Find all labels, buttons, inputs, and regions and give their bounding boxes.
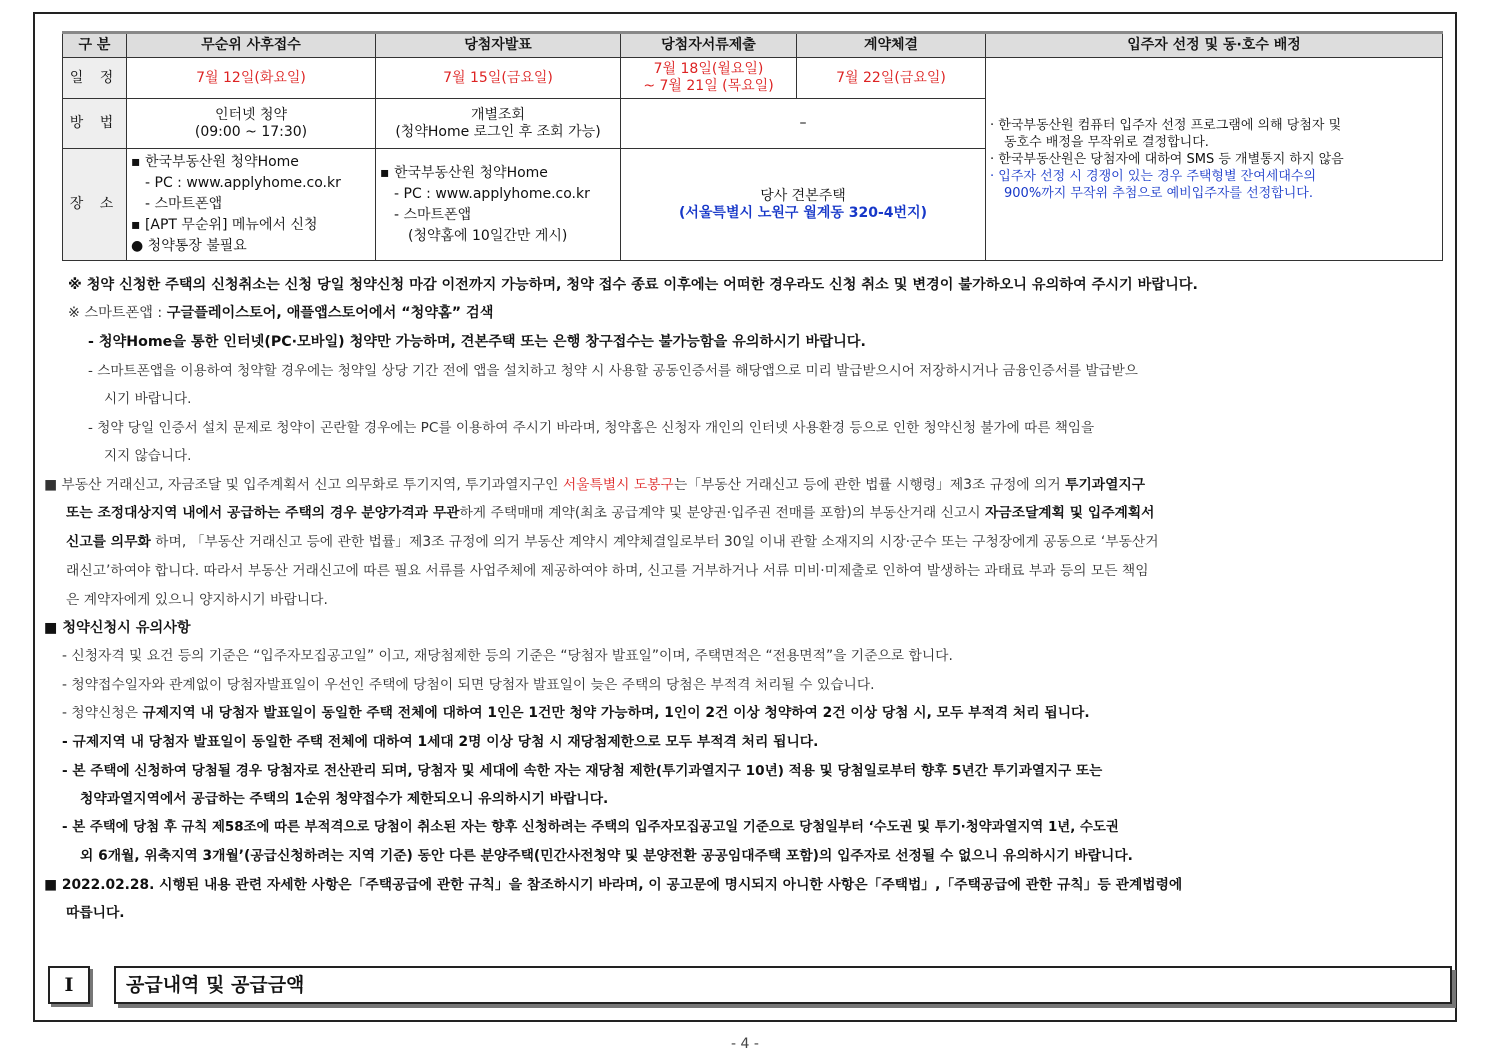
place-announce-1: ▪ 한국부동산원 청약Home xyxy=(380,164,548,181)
caution-3b: 규제지역 내 당첨자 발표일이 동일한 주택 전체에 대하여 1인은 1건만 청약 가능하며, 1인이 2건 이상 청약하여 2건 이상 당첨 시, 모두 부적격 처리 됩니다. xyxy=(142,705,1090,721)
schedule-row xyxy=(63,58,1443,99)
place-announce-3: - 스마트폰앱 xyxy=(394,206,472,223)
realestate-l2-bold: 또는 조정대상지역 내에서 공급하는 주택의 경우 분양가격과 무관 xyxy=(66,505,460,521)
header-documents: 당첨자서류제출 xyxy=(621,33,797,58)
notice-cert-2: 지지 않습니다. xyxy=(104,448,192,464)
selection-note-3: · 입주자 선정 시 경쟁이 있는 경우 주택형별 잔여세대수의 xyxy=(990,168,1317,184)
caution-3 xyxy=(62,702,1090,724)
place-announce-2: - PC : www.applyhome.co.kr xyxy=(394,185,590,202)
realestate-l3a: 하며, 「부동산 거래신고 등에 관한 법률」제3조 규정에 의거 부동산 계약시 계약체결일로부터 30일 이내 관할 소재지의 시장·군수 또는 구청장에게 공동으로 ‘부동산거 xyxy=(150,534,1159,550)
selection-note-3b: 900%까지 무작위 추첨으로 예비입주자를 선정합니다. xyxy=(1004,185,1313,201)
schedule-label: 일 정 xyxy=(63,58,127,99)
caution-5a: - 본 주택에 신청하여 당첨될 경우 당첨자로 전산관리 되며, 당첨자 및 세대에 속한 자는 재당첨 제한(투기과열지구 10년) 적용 및 당첨일로부터 향후 5년간 투기과열지구 또는 xyxy=(62,763,1103,779)
selection-notes xyxy=(986,58,1443,261)
place-apply-1: ▪ 한국부동산원 청약Home xyxy=(131,154,299,170)
selection-note-1: · 한국부동산원 컴퓨터 입주자 선정 프로그램에 의해 당첨자 및 xyxy=(990,117,1342,133)
notice-app xyxy=(68,302,493,324)
notice-app-bold: 구글플레이스토어, 애플앱스토어에서 “청약홈” 검색 xyxy=(166,305,494,321)
section-title: 공급내역 및 공급금액 xyxy=(114,966,1452,1004)
schedule-application: 7월 12일(화요일) xyxy=(127,58,376,99)
header-application: 무순위 사후접수 xyxy=(127,33,376,58)
table-header-row xyxy=(63,33,1443,58)
realestate-l1a: ■ 부동산 거래신고, 자금조달 및 입주계획서 신고 의무화로 투기지역, 투기과열지구인 xyxy=(44,477,563,493)
method-online xyxy=(127,99,376,149)
place-apply-5: ● 청약통장 불필요 xyxy=(131,238,247,254)
notice-smartphone-2: 시기 바랍니다. xyxy=(104,391,192,407)
section-number: I xyxy=(48,966,90,1004)
method-online-1: 인터넷 청약 xyxy=(214,106,288,123)
place-apply-4: ▪ [APT 무순위] 메뉴에서 신청 xyxy=(131,217,318,233)
place-announce xyxy=(376,149,621,261)
realestate-line-5: 은 계약자에게 있으니 양지하시기 바랍니다. xyxy=(66,592,328,608)
realestate-line-4: 래신고’하여야 합니다. 따라서 부동산 거래신고에 따른 필요 서류를 사업주체에 제공하여야 하며, 신고를 거부하거나 서류 미비·미제출로 인하여 발생하는 과태료 부과 등의 모든 책임 xyxy=(66,563,1149,579)
header-announcement: 당첨자발표 xyxy=(376,33,621,58)
caution-6a: - 본 주택에 당첨 후 규칙 제58조에 따른 부적격으로 당첨이 취소된 자는 향후 신청하려는 주택의 입주자모집공고일 기준으로 당첨일부터 ‘수도권 및 투기·청약과열지역 1년, 수도권 xyxy=(62,820,1119,835)
schedule-contract: 7월 22일(금요일) xyxy=(797,58,986,99)
rule-line-1: ■ 2022.02.28. 시행된 내용 관련 자세한 사항은「주택공급에 관한 규칙」을 참조하시기 바라며, 이 공고문에 명시되지 아니한 사항은「주택법」,「주택공급에 관한 규칙」등 관계법령에 xyxy=(44,877,1183,893)
place-office xyxy=(621,149,986,261)
schedule-table xyxy=(62,31,1443,261)
header-selection: 입주자 선정 및 동·호수 배정 xyxy=(986,33,1443,58)
caution-4: - 규제지역 내 당첨자 발표일이 동일한 주택 전체에 대하여 1세대 2명 이상 당첨 시 재당첨제한으로 모두 부적격 처리 됩니다. xyxy=(62,734,819,750)
place-apply-2: - PC : www.applyhome.co.kr xyxy=(145,175,341,191)
schedule-documents-end: ~ 7월 21일 (목요일) xyxy=(643,78,774,94)
method-online-2: (09:00 ~ 17:30) xyxy=(194,123,308,140)
caution-1: - 신청자격 및 요건 등의 기준은 “입주자모집공고일” 이고, 재당첨제한 등의 기준은 “당첨자 발표일”이며, 주택면적은 “전용면적”을 기준으로 합니다. xyxy=(62,648,953,664)
method-dash: – xyxy=(621,99,986,149)
realestate-line-2 xyxy=(66,502,1155,524)
realestate-l1b: 는「부동산 거래신고 등에 관한 법률 시행령」제3조 규정에 의거 xyxy=(673,477,1066,493)
schedule-documents-start: 7월 18일(월요일) xyxy=(653,61,764,77)
caution-6b: 외 6개월, 위축지역 3개월’(공급신청하려는 지역 기준) 동안 다른 분양주택(민간사전청약 및 분양전환 공공임대주택 포함)의 입주자로 선정될 수 없으니 유의하시기 바랍니다. xyxy=(80,848,1133,864)
notice-cancel: ※ 청약 신청한 주택의 신청취소는 신청 당일 청약신청 마감 이전까지 가능하며, 청약 접수 종료 이후에는 어떠한 경우라도 신청 취소 및 변경이 불가하오니 유의하여 주시기 바랍니다. xyxy=(68,277,1198,293)
method-label: 방 법 xyxy=(63,99,127,149)
schedule-documents xyxy=(621,58,797,99)
header-contract: 계약체결 xyxy=(797,33,986,58)
method-individual-1: 개별조회 xyxy=(470,106,526,123)
caution-2: - 청약접수일자와 관계없이 당첨자발표일이 우선인 주택에 당첨이 되면 당첨자 발표일이 늦은 주택의 당첨은 부적격 처리될 수 있습니다. xyxy=(62,677,875,693)
place-office-address: (서울특별시 노원구 월계동 320-4번지) xyxy=(678,204,927,221)
realestate-l1-bold: 투기과열지구 xyxy=(1065,477,1146,493)
realestate-line-3 xyxy=(66,531,1159,553)
realestate-line-1 xyxy=(44,474,1145,496)
rule-line-2: 따릅니다. xyxy=(66,905,125,921)
place-label: 장 소 xyxy=(63,149,127,261)
realestate-l1-red: 서울특별시 도봉구 xyxy=(562,477,674,493)
realestate-l3-bold: 신고를 의무화 xyxy=(66,534,151,550)
selection-note-2: · 한국부동산원은 당첨자에 대하여 SMS 등 개별통지 하지 않음 xyxy=(990,151,1344,167)
place-announce-4: (청약홈에 10일간만 게시) xyxy=(408,227,568,244)
method-individual xyxy=(376,99,621,149)
notice-app-prefix: ※ 스마트폰앱 : xyxy=(68,305,167,321)
place-office-name: 당사 견본주택 xyxy=(760,187,846,204)
notice-cert-1: - 청약 당일 인증서 설치 문제로 청약이 곤란할 경우에는 PC를 이용하여 주시기 바라며, 청약홈은 신청자 개인의 인터넷 사용환경 등으로 인한 청약신청 불가에 따른 책임을 xyxy=(88,420,1095,436)
selection-note-1b: 동호수 배정을 무작위로 결정합니다. xyxy=(1004,134,1209,150)
realestate-l2a: 하게 주택매매 계약(최초 공급계약 및 분양권·입주권 전매를 포함)의 부동산거래 신고시 xyxy=(459,505,985,521)
caution-title: ■ 청약신청시 유의사항 xyxy=(44,620,191,636)
page-number: - 4 - xyxy=(731,1036,759,1052)
notice-smartphone-1: - 스마트폰앱을 이용하여 청약할 경우에는 청약일 상당 기간 전에 앱을 설치하고 청약 시 사용할 공동인증서를 해당앱으로 미리 발급받으시어 저장하시거나 금융인증서를 발급받으 xyxy=(88,363,1138,379)
header-category: 구 분 xyxy=(63,33,127,58)
caution-5b: 청약과열지역에서 공급하는 주택의 1순위 청약접수가 제한되오니 유의하시기 바랍니다. xyxy=(80,791,609,807)
place-apply-3: - 스마트폰앱 xyxy=(145,196,223,212)
caution-3a: - 청약신청은 xyxy=(62,705,143,721)
method-individual-2: (청약Home 로그인 후 조회 가능) xyxy=(395,123,601,140)
schedule-announcement: 7월 15일(금요일) xyxy=(376,58,621,99)
notice-internet-only: - 청약Home을 통한 인터넷(PC·모바일) 청약만 가능하며, 견본주택 또는 은행 창구접수는 불가능함을 유의하시기 바랍니다. xyxy=(88,334,866,350)
place-apply xyxy=(127,149,376,261)
realestate-l2-bold2: 자금조달계획 및 입주계획서 xyxy=(984,505,1155,521)
